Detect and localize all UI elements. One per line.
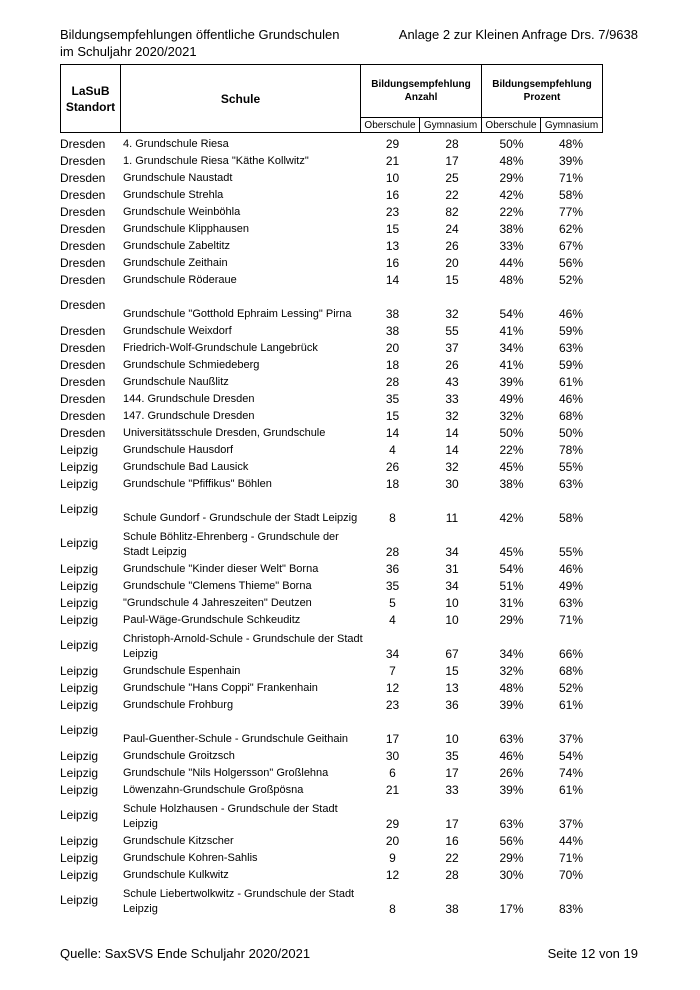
table-row — [60, 407, 602, 424]
document-reference: Anlage 2 zur Kleinen Anfrage Drs. 7/9638 — [398, 27, 638, 42]
cell-count-oberschule: 8 — [389, 902, 396, 916]
cell-percent-gymnasium: 83% — [558, 902, 584, 916]
table-row — [60, 356, 602, 373]
cell-location: Leipzig — [60, 561, 99, 576]
cell-count-gymnasium: 32 — [445, 307, 459, 321]
cell-percent-oberschule: 26% — [499, 766, 524, 780]
cell-count-oberschule: 9 — [389, 851, 396, 865]
cell-count-oberschule: 35 — [385, 579, 400, 593]
cell-count-gymnasium: 37 — [445, 341, 459, 355]
cell-count-gymnasium: 28 — [445, 137, 459, 151]
cell-school: Grundschule Groitzsch — [123, 750, 235, 762]
cell-school: Grundschule Weixdorf — [123, 325, 232, 337]
table-row — [60, 237, 602, 254]
table-row — [60, 288, 602, 322]
cell-count-gymnasium: 55 — [445, 324, 459, 338]
cell-count-gymnasium: 25 — [445, 171, 459, 185]
cell-count-oberschule: 4 — [389, 613, 396, 627]
cell-percent-oberschule: 49% — [499, 392, 524, 406]
cell-count-gymnasium: 17 — [445, 154, 459, 168]
table-row — [60, 594, 602, 611]
table-row — [60, 254, 602, 271]
cell-school: Grundschule Weinböhla — [123, 206, 241, 218]
cell-count-gymnasium: 22 — [445, 851, 459, 865]
cell-school: Grundschule Klipphausen — [123, 223, 249, 235]
cell-percent-oberschule: 22% — [499, 443, 524, 457]
cell-school: Grundschule Zabeltitz — [123, 240, 230, 252]
cell-location: Leipzig — [60, 748, 99, 763]
cell-count-gymnasium: 82 — [445, 205, 459, 219]
table-row — [60, 169, 602, 186]
table-row — [60, 628, 602, 662]
cell-percent-oberschule: 48% — [499, 154, 524, 168]
cell-percent-oberschule: 51% — [499, 579, 524, 593]
cell-percent-gymnasium: 37% — [558, 817, 584, 831]
cell-school: Grundschule "Nils Holgersson" Großlehna — [123, 767, 329, 779]
cell-count-oberschule: 5 — [389, 596, 396, 610]
cell-count-gymnasium: 35 — [445, 749, 459, 763]
cell-count-gymnasium: 32 — [445, 409, 459, 423]
cell-school: Grundschule Frohburg — [123, 699, 234, 711]
table-row — [60, 424, 602, 441]
cell-count-oberschule: 14 — [385, 273, 400, 287]
table-row — [60, 186, 602, 203]
cell-percent-gymnasium: 68% — [558, 409, 584, 423]
table-row — [60, 526, 602, 560]
cell-percent-oberschule: 54% — [499, 307, 524, 321]
cell-count-gymnasium: 14 — [445, 426, 459, 440]
cell-count-oberschule: 15 — [385, 222, 400, 236]
cell-location: Leipzig — [60, 442, 99, 457]
cell-count-gymnasium: 16 — [445, 834, 459, 848]
cell-count-oberschule: 28 — [385, 545, 400, 559]
cell-location: Leipzig — [60, 808, 99, 822]
cell-percent-oberschule: 22% — [499, 205, 524, 219]
cell-percent-gymnasium: 61% — [558, 783, 584, 797]
cell-count-oberschule: 21 — [385, 154, 400, 168]
cell-location: Leipzig — [60, 502, 99, 516]
cell-school: Grundschule Espenhain — [123, 665, 241, 677]
cell-count-oberschule: 10 — [385, 171, 400, 185]
cell-percent-oberschule: 41% — [499, 358, 524, 372]
cell-count-oberschule: 12 — [385, 868, 400, 882]
document-title-line-2: im Schuljahr 2020/2021 — [60, 44, 197, 59]
cell-count-gymnasium: 31 — [445, 562, 459, 576]
cell-count-oberschule: 29 — [385, 137, 400, 151]
cell-percent-oberschule: 56% — [499, 834, 524, 848]
cell-percent-gymnasium: 44% — [558, 834, 584, 848]
cell-school: Christoph-Arnold-Schule - Grundschule der Stadt Leipzig — [123, 633, 363, 660]
cell-school: Schule Gundorf - Grundschule der Stadt Leipzig — [123, 512, 358, 524]
cell-school: Schule Holzhausen - Grundschule der Stadt Leipzig — [123, 803, 338, 830]
cell-location: Dresden — [60, 391, 106, 406]
cell-location: Dresden — [60, 323, 106, 338]
source-note: Quelle: SaxSVS Ende Schuljahr 2020/2021 — [60, 946, 311, 961]
cell-count-oberschule: 8 — [389, 511, 396, 525]
cell-count-oberschule: 38 — [385, 324, 400, 338]
cell-school: Grundschule Kitzscher — [123, 835, 234, 847]
cell-percent-gymnasium: 67% — [558, 239, 584, 253]
cell-percent-gymnasium: 56% — [558, 256, 584, 270]
cell-location: Leipzig — [60, 595, 99, 610]
document-title — [60, 26, 339, 60]
table-row — [60, 696, 602, 713]
cell-location: Dresden — [60, 357, 106, 372]
cell-count-gymnasium: 36 — [445, 698, 459, 712]
cell-count-gymnasium: 17 — [445, 817, 459, 831]
cell-percent-gymnasium: 46% — [558, 562, 584, 576]
cell-count-gymnasium: 10 — [445, 613, 459, 627]
cell-count-oberschule: 18 — [385, 358, 400, 372]
cell-count-gymnasium: 26 — [445, 358, 459, 372]
cell-count-gymnasium: 28 — [445, 868, 459, 882]
table-header — [60, 64, 603, 133]
table-row — [60, 322, 602, 339]
cell-location: Dresden — [60, 425, 106, 440]
cell-count-oberschule: 14 — [385, 426, 400, 440]
table-row — [60, 373, 602, 390]
cell-percent-oberschule: 29% — [499, 851, 524, 865]
cell-percent-gymnasium: 70% — [558, 868, 584, 882]
table-row — [60, 339, 602, 356]
cell-location: Dresden — [60, 153, 106, 168]
page-number: Seite 12 von 19 — [547, 946, 638, 961]
cell-school: Grundschule "Gotthold Ephraim Lessing" Pirna — [123, 308, 352, 320]
cell-percent-oberschule: 34% — [499, 341, 524, 355]
cell-percent-gymnasium: 55% — [558, 545, 584, 559]
cell-percent-gymnasium: 78% — [558, 443, 584, 457]
cell-count-oberschule: 23 — [385, 698, 400, 712]
cell-percent-oberschule: 42% — [499, 511, 524, 525]
cell-count-oberschule: 17 — [385, 732, 400, 746]
cell-location: Leipzig — [60, 893, 99, 907]
cell-count-gymnasium: 10 — [445, 596, 459, 610]
header-group-count: Bildungsempfehlung Anzahl — [361, 65, 482, 118]
table-row — [60, 475, 602, 492]
cell-count-oberschule: 18 — [385, 477, 400, 491]
cell-location: Leipzig — [60, 578, 99, 593]
cell-location: Leipzig — [60, 697, 99, 712]
cell-percent-gymnasium: 50% — [558, 426, 584, 440]
cell-percent-gymnasium: 55% — [558, 460, 584, 474]
cell-percent-oberschule: 29% — [499, 613, 524, 627]
table-row — [60, 866, 602, 883]
cell-percent-oberschule: 46% — [499, 749, 524, 763]
cell-percent-gymnasium: 52% — [558, 681, 584, 695]
cell-school: Grundschule Naußlitz — [123, 376, 229, 388]
cell-count-oberschule: 20 — [385, 834, 400, 848]
cell-percent-gymnasium: 54% — [558, 749, 584, 763]
table-row — [60, 781, 602, 798]
cell-percent-oberschule: 33% — [499, 239, 524, 253]
cell-percent-oberschule: 17% — [499, 902, 524, 916]
cell-count-oberschule: 13 — [385, 239, 400, 253]
cell-location: Leipzig — [60, 459, 99, 474]
cell-percent-gymnasium: 63% — [558, 596, 584, 610]
cell-count-oberschule: 30 — [385, 749, 400, 763]
table-row — [60, 492, 602, 526]
header-count-oberschule: Oberschule — [361, 118, 420, 133]
cell-school: Grundschule Strehla — [123, 189, 224, 201]
cell-percent-gymnasium: 52% — [558, 273, 584, 287]
cell-school: Grundschule "Pfiffikus" Böhlen — [123, 478, 272, 490]
cell-school: "Grundschule 4 Jahreszeiten" Deutzen — [123, 597, 312, 609]
table-row — [60, 764, 602, 781]
cell-percent-gymnasium: 59% — [558, 358, 584, 372]
cell-school: Grundschule "Hans Coppi" Frankenhain — [123, 682, 318, 694]
cell-percent-gymnasium: 58% — [558, 188, 584, 202]
cell-percent-gymnasium: 61% — [558, 375, 584, 389]
cell-count-gymnasium: 15 — [445, 664, 459, 678]
cell-percent-gymnasium: 66% — [558, 647, 584, 661]
table-row — [60, 798, 602, 832]
cell-school: Grundschule "Clemens Thieme" Borna — [123, 580, 312, 592]
cell-count-oberschule: 21 — [385, 783, 400, 797]
table-row — [60, 152, 602, 169]
cell-count-gymnasium: 30 — [445, 477, 459, 491]
cell-location: Leipzig — [60, 833, 99, 848]
cell-count-gymnasium: 38 — [445, 902, 459, 916]
cell-count-gymnasium: 22 — [445, 188, 459, 202]
cell-percent-oberschule: 38% — [499, 477, 524, 491]
cell-count-oberschule: 29 — [385, 817, 400, 831]
cell-location: Dresden — [60, 238, 106, 253]
cell-percent-gymnasium: 71% — [558, 851, 584, 865]
cell-percent-oberschule: 39% — [499, 375, 524, 389]
cell-percent-gymnasium: 37% — [558, 732, 584, 746]
cell-school: Grundschule Schmiedeberg — [123, 359, 260, 371]
cell-school: 1. Grundschule Riesa "Käthe Kollwitz" — [123, 155, 309, 167]
cell-count-oberschule: 6 — [389, 766, 396, 780]
cell-percent-oberschule: 48% — [499, 273, 524, 287]
cell-percent-oberschule: 50% — [499, 137, 524, 151]
cell-school: Paul-Guenther-Schule - Grundschule Geithain — [123, 733, 349, 745]
cell-count-oberschule: 26 — [385, 460, 400, 474]
table-row — [60, 662, 602, 679]
cell-percent-gymnasium: 46% — [558, 307, 584, 321]
cell-location: Dresden — [60, 374, 106, 389]
cell-count-gymnasium: 13 — [445, 681, 459, 695]
cell-location: Dresden — [60, 221, 106, 236]
cell-school: Grundschule "Kinder dieser Welt" Borna — [123, 563, 319, 575]
cell-school: Löwenzahn-Grundschule Großpösna — [123, 784, 304, 796]
cell-count-oberschule: 15 — [385, 409, 400, 423]
cell-percent-gymnasium: 68% — [558, 664, 584, 678]
cell-percent-gymnasium: 61% — [558, 698, 584, 712]
cell-count-oberschule: 7 — [389, 664, 396, 678]
cell-percent-oberschule: 32% — [499, 409, 524, 423]
cell-school: Grundschule Zeithain — [123, 257, 228, 269]
cell-count-oberschule: 20 — [385, 341, 400, 355]
header-count-gymnasium: Gymnasium — [420, 118, 482, 133]
cell-count-gymnasium: 10 — [445, 732, 459, 746]
cell-percent-gymnasium: 74% — [558, 766, 584, 780]
cell-percent-oberschule: 41% — [499, 324, 524, 338]
cell-percent-gymnasium: 71% — [558, 171, 584, 185]
cell-count-gymnasium: 24 — [445, 222, 459, 236]
table-row — [60, 883, 602, 917]
cell-percent-oberschule: 50% — [499, 426, 524, 440]
cell-percent-oberschule: 54% — [499, 562, 524, 576]
cell-count-gymnasium: 17 — [445, 766, 459, 780]
cell-location: Dresden — [60, 255, 106, 270]
cell-percent-oberschule: 63% — [499, 817, 524, 831]
cell-count-gymnasium: 34 — [445, 579, 459, 593]
cell-count-gymnasium: 15 — [445, 273, 459, 287]
cell-percent-gymnasium: 46% — [558, 392, 584, 406]
table-row — [60, 679, 602, 696]
cell-location: Dresden — [60, 408, 106, 423]
table-row — [60, 713, 602, 747]
cell-count-oberschule: 16 — [385, 256, 400, 270]
cell-percent-oberschule: 63% — [499, 732, 524, 746]
cell-location: Dresden — [60, 340, 106, 355]
cell-school: Grundschule Röderaue — [123, 274, 237, 286]
cell-percent-gymnasium: 59% — [558, 324, 584, 338]
cell-percent-gymnasium: 58% — [558, 511, 584, 525]
cell-location: Leipzig — [60, 782, 99, 797]
cell-count-oberschule: 36 — [385, 562, 400, 576]
cell-percent-oberschule: 32% — [499, 664, 524, 678]
cell-location: Leipzig — [60, 867, 99, 882]
cell-school: Schule Böhlitz-Ehrenberg - Grundschule der Stadt Leipzig — [123, 531, 339, 558]
cell-percent-oberschule: 29% — [499, 171, 524, 185]
table-row — [60, 135, 602, 152]
table-row — [60, 849, 602, 866]
cell-location: Leipzig — [60, 663, 99, 678]
cell-percent-oberschule: 44% — [499, 256, 524, 270]
cell-count-oberschule: 28 — [385, 375, 400, 389]
table-row — [60, 577, 602, 594]
cell-school: 147. Grundschule Dresden — [123, 410, 255, 422]
table-row — [60, 832, 602, 849]
cell-count-oberschule: 12 — [385, 681, 400, 695]
cell-count-gymnasium: 43 — [445, 375, 459, 389]
table-row — [60, 390, 602, 407]
cell-location: Leipzig — [60, 723, 99, 737]
cell-percent-oberschule: 34% — [499, 647, 524, 661]
cell-count-gymnasium: 26 — [445, 239, 459, 253]
table-row — [60, 203, 602, 220]
table-body — [60, 135, 602, 917]
cell-location: Leipzig — [60, 680, 99, 695]
table-row — [60, 560, 602, 577]
cell-school: Grundschule Bad Lausick — [123, 461, 249, 473]
cell-percent-gymnasium: 49% — [558, 579, 584, 593]
cell-count-gymnasium: 11 — [445, 511, 459, 525]
cell-percent-oberschule: 30% — [499, 868, 524, 882]
cell-percent-gymnasium: 71% — [558, 613, 584, 627]
cell-school: Grundschule Naustadt — [123, 172, 233, 184]
cell-percent-oberschule: 31% — [499, 596, 524, 610]
header-group-percent: Bildungsempfehlung Prozent — [482, 65, 603, 118]
cell-percent-oberschule: 39% — [499, 783, 524, 797]
table-row — [60, 611, 602, 628]
cell-count-gymnasium: 34 — [445, 545, 459, 559]
cell-percent-gymnasium: 77% — [558, 205, 584, 219]
cell-location: Dresden — [60, 187, 106, 202]
cell-location: Dresden — [60, 204, 106, 219]
cell-percent-gymnasium: 63% — [558, 341, 584, 355]
cell-location: Leipzig — [60, 612, 99, 627]
cell-location: Leipzig — [60, 765, 99, 780]
cell-school: Schule Liebertwolkwitz - Grundschule der Stadt Leipzig — [123, 888, 355, 915]
cell-percent-oberschule: 38% — [499, 222, 524, 236]
header-school: Schule — [121, 65, 361, 133]
cell-count-oberschule: 35 — [385, 392, 400, 406]
cell-count-gymnasium: 20 — [445, 256, 459, 270]
cell-count-oberschule: 34 — [385, 647, 400, 661]
document-title-line-1: Bildungsempfehlungen öffentliche Grundschulen — [60, 27, 340, 42]
cell-school: Universitätsschule Dresden, Grundschule — [123, 427, 326, 439]
cell-location: Leipzig — [60, 536, 99, 550]
cell-count-gymnasium: 32 — [445, 460, 459, 474]
cell-count-oberschule: 23 — [385, 205, 400, 219]
table-row — [60, 747, 602, 764]
table-row — [60, 441, 602, 458]
cell-location: Leipzig — [60, 638, 99, 652]
cell-count-gymnasium: 33 — [445, 392, 459, 406]
cell-percent-oberschule: 45% — [499, 460, 524, 474]
cell-location: Leipzig — [60, 476, 99, 491]
cell-percent-gymnasium: 62% — [558, 222, 584, 236]
cell-count-gymnasium: 33 — [445, 783, 459, 797]
cell-school: 144. Grundschule Dresden — [123, 393, 255, 405]
cell-percent-oberschule: 45% — [499, 545, 524, 559]
table-row — [60, 220, 602, 237]
cell-percent-gymnasium: 63% — [558, 477, 584, 491]
cell-percent-oberschule: 42% — [499, 188, 524, 202]
cell-school: 4. Grundschule Riesa — [123, 138, 229, 150]
cell-count-oberschule: 4 — [389, 443, 396, 457]
cell-location: Dresden — [60, 136, 106, 151]
cell-location: Dresden — [60, 170, 106, 185]
cell-school: Grundschule Kulkwitz — [123, 869, 229, 881]
cell-location: Dresden — [60, 272, 106, 287]
cell-school: Grundschule Hausdorf — [123, 444, 234, 456]
cell-percent-gymnasium: 48% — [558, 137, 584, 151]
cell-location: Dresden — [60, 298, 106, 312]
cell-percent-oberschule: 48% — [499, 681, 524, 695]
table-row — [60, 458, 602, 475]
cell-count-gymnasium: 14 — [445, 443, 459, 457]
header-percent-oberschule: Oberschule — [482, 118, 541, 133]
cell-percent-oberschule: 39% — [499, 698, 524, 712]
cell-school: Friedrich-Wolf-Grundschule Langebrück — [123, 342, 318, 354]
cell-count-oberschule: 16 — [385, 188, 400, 202]
cell-location: Leipzig — [60, 850, 99, 865]
cell-school: Grundschule Kohren-Sahlis — [123, 852, 258, 864]
table-row — [60, 271, 602, 288]
cell-count-gymnasium: 67 — [445, 647, 459, 661]
cell-count-oberschule: 38 — [385, 307, 400, 321]
cell-percent-gymnasium: 39% — [558, 154, 584, 168]
header-location: LaSuB Standort — [61, 65, 121, 133]
header-percent-gymnasium: Gymnasium — [541, 118, 603, 133]
cell-school: Paul-Wäge-Grundschule Schkeuditz — [123, 614, 301, 626]
